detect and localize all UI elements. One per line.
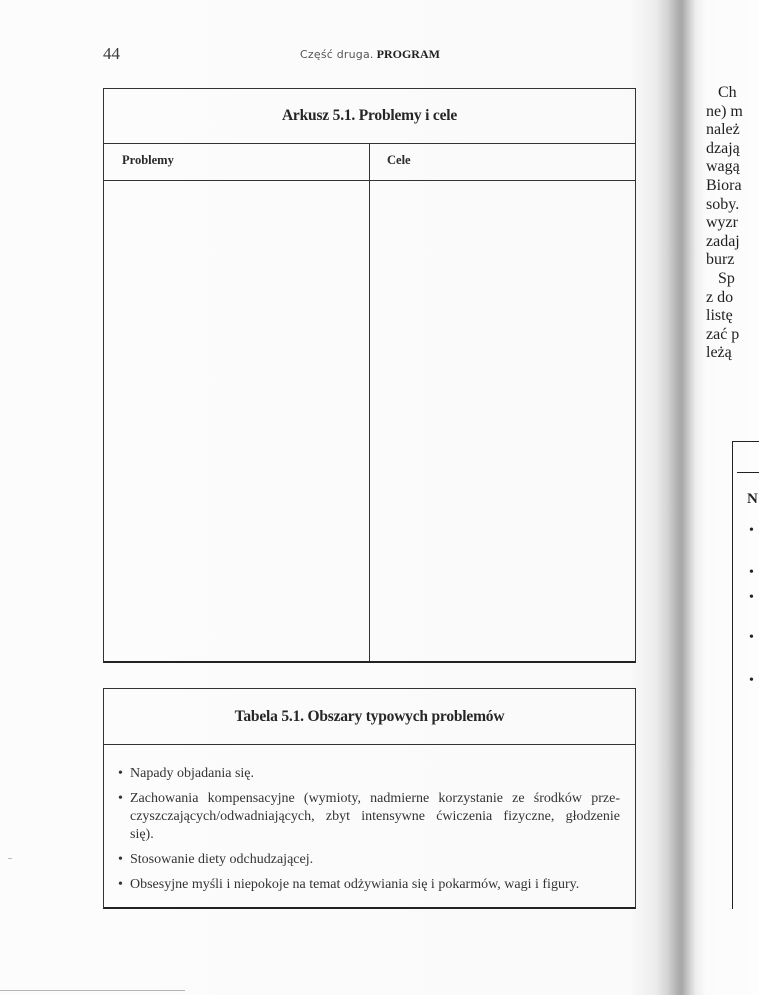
facing-box-title-rule [737, 472, 759, 473]
running-header-part: Część druga. [300, 48, 374, 61]
column-divider [369, 144, 370, 661]
running-header-section: PROGRAM [376, 47, 440, 61]
list-item-text: Obsesyjne myśli i niepokoje na temat odżywiania się i pokarmów, wagi i figury. [130, 877, 580, 892]
facing-line: Sp [718, 269, 735, 287]
bullet: • [749, 673, 754, 688]
worksheet-box [103, 88, 636, 663]
facing-line: zać p [706, 325, 740, 343]
bullet: • [749, 590, 754, 605]
facing-page-fragment [690, 0, 759, 995]
list-item-text: Napady objadania się. [130, 766, 255, 781]
page-number: 44 [103, 44, 120, 63]
bullet: • [749, 565, 754, 580]
facing-page-box [732, 441, 759, 909]
running-header [250, 47, 490, 62]
bullet: • [118, 791, 123, 806]
problem-list [104, 745, 635, 894]
facing-page-text [706, 84, 743, 363]
facing-line: należ [706, 121, 740, 139]
list-item-text: Zachowania kompensacyjne (wymioty, nadmierne korzystanie ze środków prze- [130, 791, 620, 806]
facing-line: burz [706, 251, 735, 269]
bullet: • [749, 630, 754, 645]
list-item-text: Stosowanie diety odchudzającej. [130, 852, 314, 867]
bullet: • [749, 523, 754, 538]
table-box [103, 688, 636, 909]
bullet: • [118, 852, 123, 867]
worksheet-title: Arkusz 5.1. Problemy i cele [104, 89, 635, 144]
facing-line: ne) m [706, 102, 743, 120]
list-item-text: czyszczających/odwadniających, zbyt intensywne ćwiczenia fizyczne, głodzenie [130, 809, 620, 824]
facing-line: wyzr [706, 214, 738, 232]
facing-line: Ch [718, 84, 737, 101]
bullet: • [118, 766, 123, 781]
facing-box-heading: N [747, 491, 758, 507]
scan-artifact-line [0, 990, 185, 991]
list-item [104, 765, 622, 783]
list-item [104, 876, 622, 894]
column-header-goals: Cele [387, 153, 411, 167]
scan-artifact-tick [8, 858, 12, 859]
facing-line: z do [706, 288, 734, 306]
facing-line: wagą [706, 158, 740, 176]
list-item [104, 790, 622, 844]
column-header-problems: Problemy [122, 153, 174, 167]
facing-line: soby. [706, 195, 740, 213]
facing-line: listę [706, 307, 733, 325]
table-title: Tabela 5.1. Obszary typowych problemów [104, 689, 635, 745]
list-item [104, 851, 622, 869]
facing-line: zadaj [706, 232, 740, 250]
facing-line: leżą [706, 344, 732, 362]
facing-line: dzają [706, 139, 740, 157]
bullet: • [118, 877, 123, 892]
facing-line: Biora [706, 176, 742, 194]
list-item-text: się). [130, 827, 154, 842]
